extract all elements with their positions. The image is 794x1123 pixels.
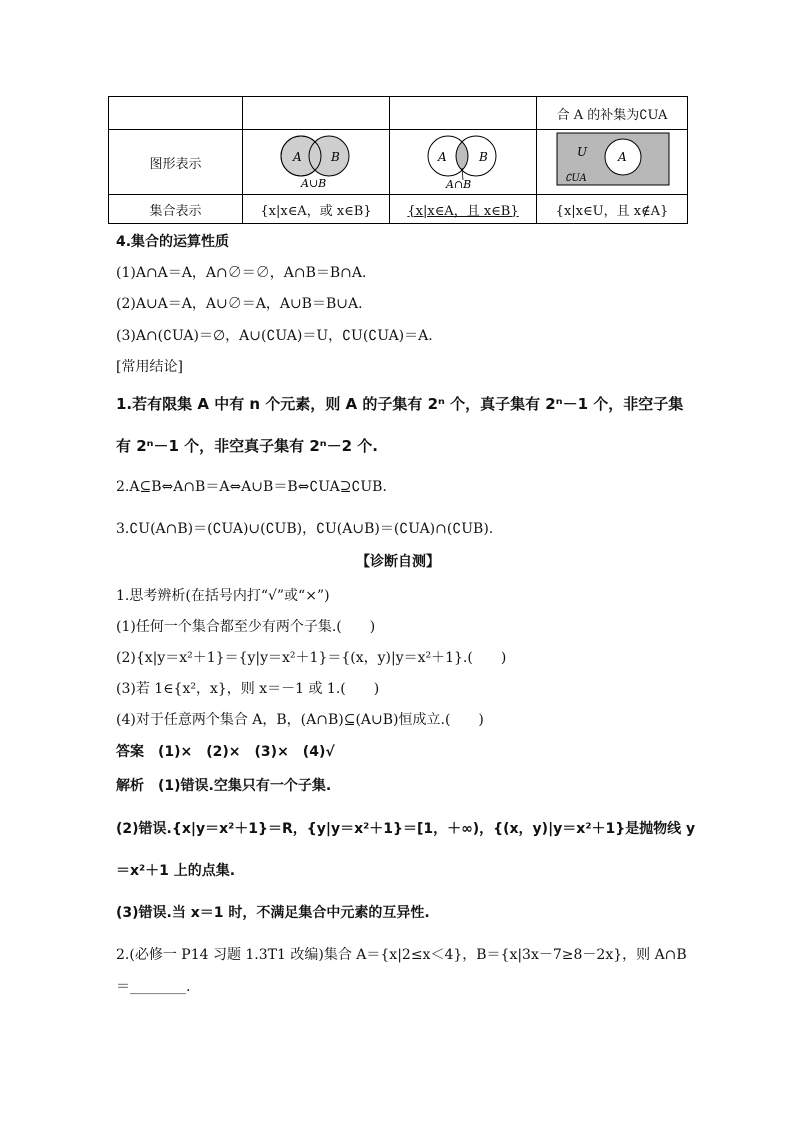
venn-label-a: A — [293, 150, 302, 164]
venn-caption: A∪B — [301, 177, 327, 190]
section-title: 4.集合的运算性质 — [116, 234, 230, 250]
table-cell-union-set: {x|x∈A，或 x∈B} — [243, 195, 390, 224]
table-cell — [243, 130, 390, 195]
table-cell — [109, 97, 243, 130]
venn-caption: A∩B — [446, 178, 472, 190]
table-cell-complement-set: {x|x∈U，且 x∉A} — [537, 195, 688, 224]
venn-complement-diagram — [537, 130, 687, 190]
answer-line: 答案 (1)× (2)× (3)× (4)√ — [116, 744, 335, 760]
table-cell — [243, 97, 390, 130]
venn-label-b: B — [479, 150, 488, 164]
set-operations-table — [108, 96, 688, 224]
table-row — [109, 130, 688, 195]
venn-label-a: A — [618, 150, 627, 164]
table-row — [109, 97, 688, 130]
table-cell — [390, 97, 537, 130]
conclusion-line: 2.A⊆B⇔A∩B＝A⇔A∪B＝B⇔∁UA⊇∁UB. — [116, 479, 387, 495]
row-label-figure: 图形表示 — [109, 130, 243, 195]
venn-label-u: U — [577, 145, 588, 159]
table-row — [109, 195, 688, 224]
venn-intersection-diagram — [390, 130, 536, 190]
explanation-line: ＝x²＋1 上的点集. — [116, 863, 236, 879]
explanation-line: (2)错误.{x|y＝x²＋1}＝R，{y|y＝x²＋1}＝[1，＋∞)，{(x，y)|y＝x²＋1}是抛物线 y — [116, 821, 696, 837]
explanation-line: (3)错误.当 x＝1 时，不满足集合中元素的互异性. — [116, 905, 430, 921]
table-cell — [537, 130, 688, 195]
question-line: (4)对于任意两个集合 A，B，(A∩B)⊆(A∪B)恒成立.( ) — [116, 712, 484, 728]
table-cell-complement-definition: 合 A 的补集为∁UA — [537, 97, 688, 130]
property-line: (3)A∩(∁UA)＝∅，A∪(∁UA)＝U，∁U(∁UA)＝A. — [116, 328, 433, 344]
section-heading: 【诊断自测】 — [356, 554, 440, 570]
venn-label-a: A — [438, 150, 447, 164]
question-line: (3)若 1∈{x²，x}，则 x＝－1 或 1.( ) — [116, 681, 380, 697]
table-cell-intersection-set: {x|x∈A，且 x∈B} — [390, 195, 537, 224]
question-line: (1)任何一个集合都至少有两个子集.( ) — [116, 619, 376, 635]
property-line: (2)A∪A＝A，A∪∅＝A，A∪B＝B∪A. — [116, 296, 363, 312]
table-cell — [390, 130, 537, 195]
conclusion-line: 有 2ⁿ－1 个，非空真子集有 2ⁿ－2 个. — [116, 437, 379, 455]
venn-caption: ∁UA — [565, 173, 587, 184]
venn-union-diagram — [243, 130, 389, 190]
property-line: (1)A∩A＝A，A∩∅＝∅，A∩B＝B∩A. — [116, 265, 367, 281]
conclusion-line: 1.若有限集 A 中有 n 个元素，则 A 的子集有 2ⁿ 个，真子集有 2ⁿ－1 个，非空子集 — [116, 395, 684, 413]
venn-label-b: B — [331, 150, 340, 164]
explanation-line: 解析 (1)错误.空集只有一个子集. — [116, 778, 332, 794]
row-label-set: 集合表示 — [109, 195, 243, 224]
question-line: ＝________. — [116, 979, 191, 995]
question-line: 1.思考辨析(在括号内打“√”或“×”) — [116, 588, 330, 604]
question-line: 2.(必修一 P14 习题 1.3T1 改编)集合 A＝{x|2≤x＜4}，B＝{x|3x－7≥8－2x}，则 A∩B — [116, 947, 687, 963]
question-line: (2){x|y＝x²＋1}＝{y|y＝x²＋1}＝{(x，y)|y＝x²＋1}.( ) — [116, 650, 507, 666]
conclusion-line: 3.∁U(A∩B)＝(∁UA)∪(∁UB)，∁U(A∪B)＝(∁UA)∩(∁UB). — [116, 521, 494, 537]
conclusions-title: [常用结论] — [116, 359, 183, 375]
